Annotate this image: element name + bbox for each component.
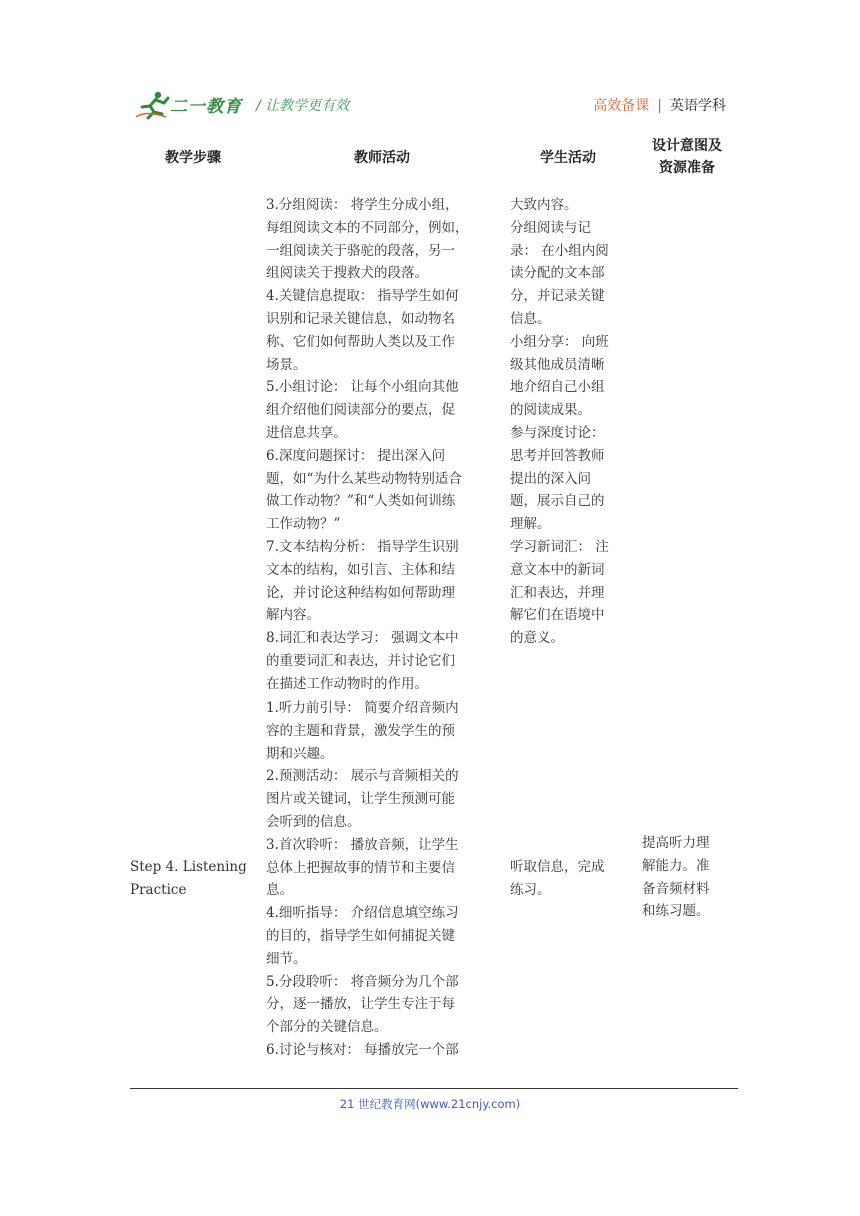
col-header-student: 学生活动 — [540, 150, 596, 166]
text-line: 3.首次聆听： 播放音频，让学生 — [266, 836, 459, 853]
text-line: 期和兴趣。 — [266, 745, 334, 762]
row2-student-cell — [510, 856, 634, 902]
text-line: Step 4. Listening — [130, 859, 247, 875]
text-line: 3.分组阅读： 将学生分成小组， — [266, 197, 459, 213]
text-line: 5.分段聆听： 将音频分为几个部 — [266, 973, 459, 990]
text-line: 题，展示自己的 — [510, 493, 605, 510]
text-line: 7.文本结构分析： 指导学生识别 — [266, 538, 459, 555]
text-line: 听取信息，完成 — [510, 859, 605, 875]
text-line: 6.讨论与核对： 每播放完一个部 — [266, 1041, 459, 1058]
logo-text: 二一教育 — [170, 97, 242, 117]
text-line: 在描述工作动物时的作用。 — [266, 675, 428, 692]
text-line: 提出的深入问 — [510, 470, 591, 487]
text-line: 的目的，指导学生如何捕捉关键 — [266, 927, 455, 944]
text-line: 的重要词汇和表达，并讨论它们 — [266, 652, 455, 669]
col-header-step: 教学步骤 — [165, 150, 221, 166]
col-header-intent-line: 设计意图及 — [652, 138, 722, 154]
text-line: 分组阅读与记 — [510, 219, 591, 236]
text-line: 进信息共享。 — [266, 424, 347, 441]
footer-link[interactable]: 21 世纪教育网(www.21cnjy.com) — [339, 1097, 521, 1111]
text-line: 息。 — [266, 882, 293, 899]
row2-teacher-cell — [266, 697, 502, 1062]
text-line: 个部分的关键信息。 — [266, 1019, 388, 1036]
text-line: 每组阅读文本的不同部分，例如， — [266, 219, 469, 236]
text-line: 题，如“为什么某些动物特别适合 — [266, 470, 462, 487]
text-line: 练习。 — [510, 881, 551, 898]
text-line: 意文本中的新词 — [510, 561, 605, 578]
text-line: 汇和表达，并理 — [510, 584, 605, 601]
text-line: 论，并讨论这种结构如何帮助理 — [266, 584, 455, 601]
text-line: Practice — [130, 881, 187, 898]
text-line: 分，并记录关键 — [510, 288, 605, 305]
text-line: 4.细听指导： 介绍信息填空练习 — [266, 905, 459, 922]
text-line: 分，逐一播放，让学生专注于每 — [266, 996, 455, 1013]
tag-left: 高效备课 — [593, 98, 650, 114]
text-line: 和练习题。 — [642, 903, 710, 920]
row1-teacher-cell — [266, 194, 502, 696]
text-line: 参与深度讨论： — [510, 424, 605, 441]
running-man-icon — [136, 90, 172, 120]
text-line: 提高听力理 — [642, 835, 710, 851]
text-line: 会听到的信息。 — [266, 813, 361, 830]
text-line: 工作动物？” — [266, 516, 341, 533]
text-line: 称、它们如何帮助人类以及工作 — [266, 333, 455, 350]
text-line: 小组分享： 向班 — [510, 333, 609, 350]
logo — [136, 88, 256, 122]
text-line: 解能力。准 — [642, 857, 710, 874]
text-line: 6.深度问题探讨： 提出深入问 — [266, 447, 446, 464]
page-header — [136, 88, 726, 122]
text-line: 做工作动物？”和“人类如何训练 — [266, 493, 456, 510]
text-line: 1.听力前引导： 简要介绍音频内 — [266, 700, 459, 716]
text-line: 的阅读成果。 — [510, 402, 591, 419]
text-line: 场景。 — [266, 356, 307, 373]
text-line: 4.关键信息提取： 指导学生如何 — [266, 288, 459, 305]
text-line: 备音频材料 — [642, 880, 710, 897]
text-line: 读分配的文本部 — [510, 265, 605, 282]
text-line: 解它们在语境中 — [510, 607, 605, 624]
text-line: 的意义。 — [510, 630, 564, 647]
text-line: 一组阅读关于骆驼的段落，另一 — [266, 242, 455, 259]
tag-right: 英语学科 — [670, 98, 726, 114]
row2-step-cell — [130, 856, 264, 902]
footer-divider — [130, 1088, 738, 1089]
text-line: 总体上把握故事的情节和主要信 — [266, 859, 455, 876]
text-line: 识别和记录关键信息，如动物名 — [266, 310, 455, 327]
text-line: 图片或关键词，让学生预测可能 — [266, 791, 455, 808]
text-line: 解内容。 — [266, 607, 320, 624]
text-line: 级其他成员清晰 — [510, 356, 605, 373]
text-line: 理解。 — [510, 516, 551, 533]
text-line: 容的主题和背景，激发学生的预 — [266, 722, 455, 739]
text-line: 细节。 — [266, 950, 307, 967]
row2-intent-cell — [642, 832, 742, 923]
row1-student-cell — [510, 194, 634, 650]
text-line: 5.小组讨论： 让每个小组向其他 — [266, 379, 459, 396]
col-header-intent — [636, 135, 738, 179]
text-line: 2.预测活动： 展示与音频相关的 — [266, 768, 459, 785]
text-line: 组阅读关于搜救犬的段落。 — [266, 265, 428, 282]
text-line: 录： 在小组内阅 — [510, 242, 609, 259]
text-line: 组介绍他们阅读部分的要点，促 — [266, 402, 455, 419]
col-header-teacher: 教师活动 — [354, 150, 410, 166]
col-header-intent-line: 资源准备 — [659, 160, 715, 176]
tag-separator: | — [657, 98, 662, 114]
text-line: 8.词汇和表达学习： 强调文本中 — [266, 630, 459, 647]
text-line: 思考并回答教师 — [510, 447, 605, 464]
text-line: 地介绍自己小组 — [510, 379, 605, 396]
text-line: 学习新词汇： 注 — [510, 538, 609, 555]
text-line: 文本的结构，如引言、主体和结 — [266, 561, 455, 578]
text-line: 大致内容。 — [510, 197, 578, 213]
slogan: / 让教学更有效 — [256, 98, 350, 114]
subject-tag — [593, 95, 726, 115]
text-line: 信息。 — [510, 310, 551, 327]
